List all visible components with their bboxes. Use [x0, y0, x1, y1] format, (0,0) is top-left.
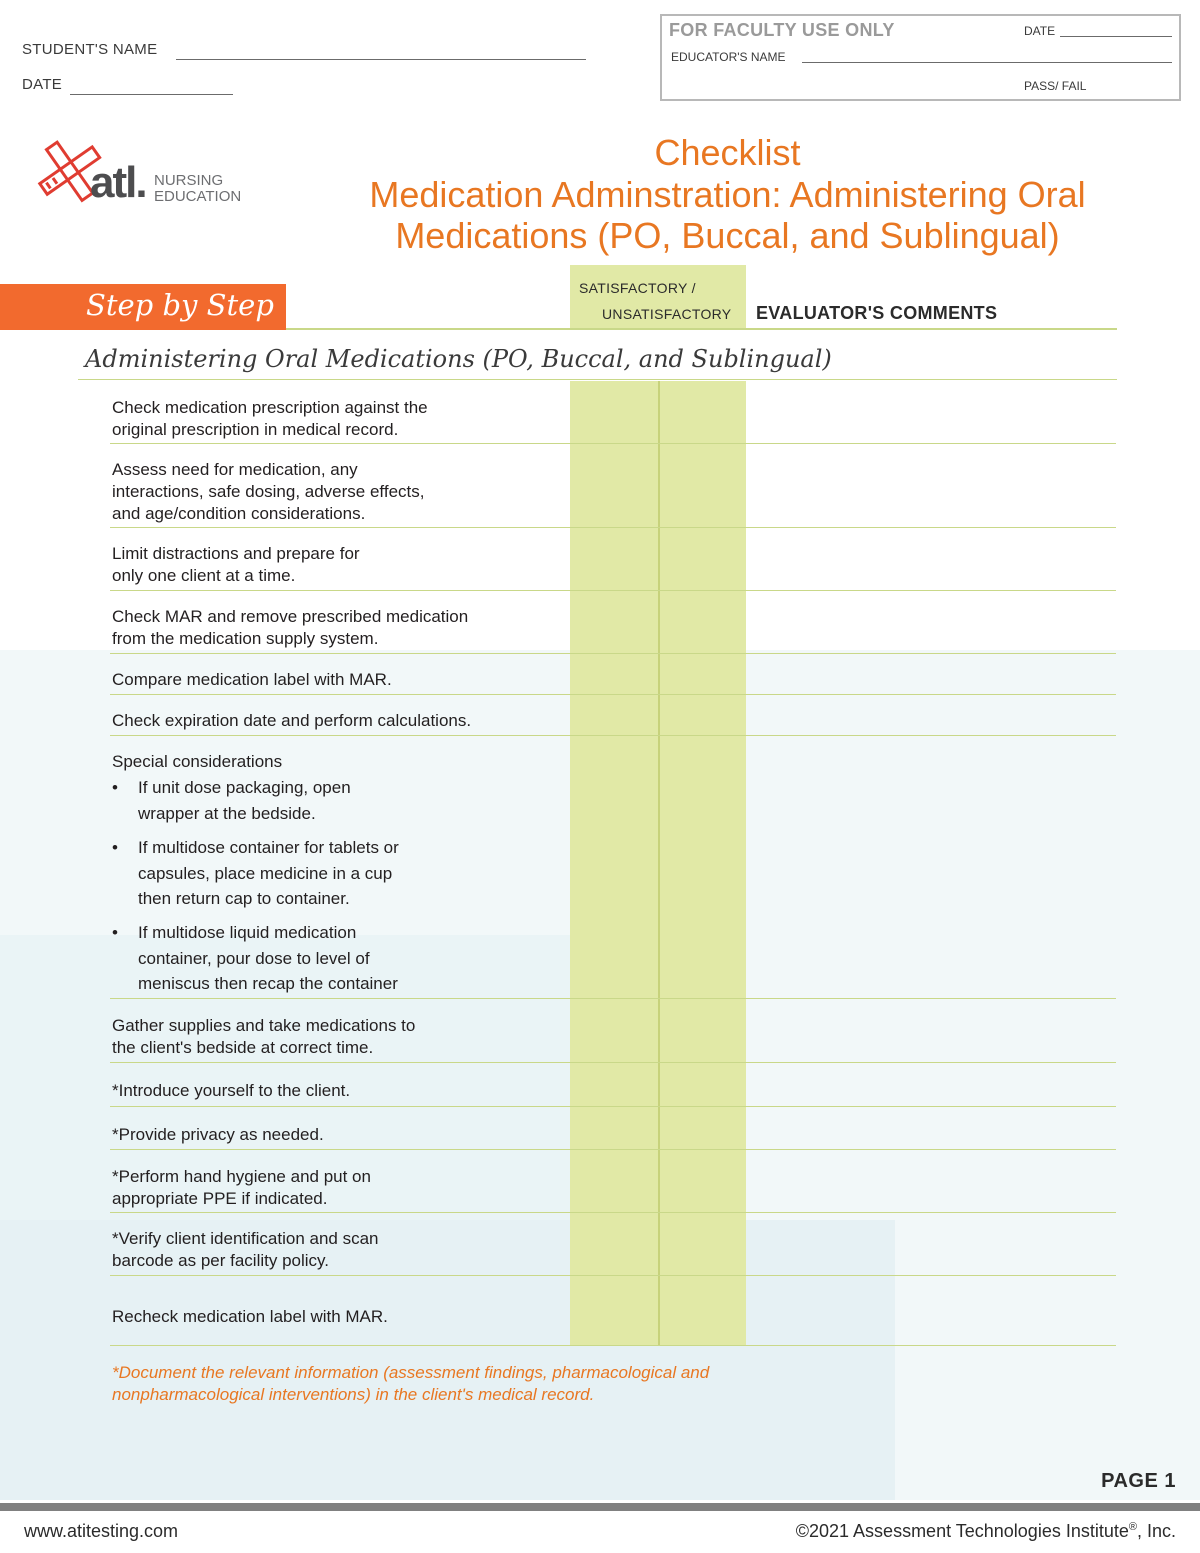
bullet-icon: • [112, 778, 118, 797]
student-name-field[interactable] [176, 45, 586, 60]
row-divider [110, 1345, 1116, 1346]
step-item: *Perform hand hygiene and put on appropriate PPE if indicated. [112, 1167, 371, 1208]
row-divider [110, 443, 1116, 444]
date-label: DATE [22, 76, 63, 93]
faculty-date-label: DATE [1024, 24, 1056, 38]
row-divider [110, 1106, 1116, 1107]
step-item: Assess need for medication, any interactions, safe dosing, adverse effects, and age/condition considerations. [112, 460, 425, 523]
logo-line2: EDUCATION [154, 188, 242, 205]
website-link[interactable]: www.atitesting.com [24, 1521, 179, 1541]
documentation-note: *Document the relevant information (assessment findings, pharmacological and nonpharmacological interventions) in the client's medical record. [112, 1363, 710, 1404]
faculty-use-box [660, 14, 1181, 101]
special-bullet: • If multidose container for tablets or capsules, place medicine in a cup then return cap to container. [112, 835, 552, 912]
row-divider [110, 998, 1116, 999]
page-title-line3: Medications (PO, Buccal, and Sublingual) [395, 215, 1060, 256]
evaluator-comments-label: EVALUATOR'S COMMENTS [756, 303, 998, 323]
step-item: Recheck medication label with MAR. [112, 1307, 388, 1326]
faculty-title: FOR FACULTY USE ONLY [669, 20, 895, 40]
bullet-icon: • [112, 838, 118, 857]
section-title: Administering Oral Medications (PO, Buccal, and Sublingual) [85, 345, 832, 373]
step-item: *Provide privacy as needed. [112, 1125, 324, 1144]
row-divider [110, 1149, 1116, 1150]
column-divider [658, 381, 660, 1345]
row-divider [110, 527, 1116, 528]
row-divider [110, 653, 1116, 654]
student-name-label: STUDENT'S NAME [22, 41, 158, 58]
row-divider [110, 1275, 1116, 1276]
row-divider [110, 735, 1116, 736]
row-divider [110, 694, 1116, 695]
page-title-line1: Checklist [654, 132, 801, 173]
page-title-line2: Medication Adminstration: Administering Oral [369, 174, 1086, 215]
step-item: Gather supplies and take medications to the client's bedside at correct time. [112, 1016, 416, 1057]
pass-fail-label: PASS/ FAIL [1024, 79, 1087, 93]
educator-name-field[interactable] [802, 48, 1172, 63]
step-item: Special considerations [112, 752, 283, 771]
logo-line1: NURSING [154, 172, 224, 189]
step-item: Check expiration date and perform calculations. [112, 711, 472, 730]
logo-brand: atl. [90, 158, 146, 207]
special-bullet: • If multidose liquid medication container, pour dose to level of meniscus then recap the container [112, 920, 552, 997]
satisfactory-label: SATISFACTORY / [579, 280, 696, 296]
step-item: *Introduce yourself to the client. [112, 1081, 351, 1100]
header-underline [286, 328, 1117, 330]
step-item: Compare medication label with MAR. [112, 670, 392, 689]
row-divider [110, 590, 1116, 591]
date-field[interactable] [70, 80, 233, 95]
unsatisfactory-label: UNSATISFACTORY [602, 306, 732, 322]
atl-logo [30, 136, 250, 206]
section-underline [78, 379, 1117, 380]
page-number: PAGE 1 [1101, 1470, 1176, 1492]
row-divider [110, 1212, 1116, 1213]
copyright: ©2021 Assessment Technologies Institute®, Inc. [795, 1521, 1176, 1541]
step-item: Check MAR and remove prescribed medication from the medication supply system. [112, 607, 469, 648]
step-item: Limit distractions and prepare for only one client at a time. [112, 544, 360, 585]
special-bullet: • If unit dose packaging, open wrapper at the bedside. [112, 775, 552, 852]
faculty-date-field[interactable] [1060, 22, 1172, 37]
step-item: Check medication prescription against the original prescription in medical record. [112, 398, 428, 439]
step-item: *Verify client identification and scan barcode as per facility policy. [112, 1229, 379, 1270]
footer-bar [0, 1503, 1200, 1511]
row-divider [110, 1062, 1116, 1063]
step-by-step-label: Step by Step [86, 288, 274, 322]
bullet-icon: • [112, 923, 118, 942]
educator-name-label: EDUCATOR'S NAME [671, 50, 786, 64]
